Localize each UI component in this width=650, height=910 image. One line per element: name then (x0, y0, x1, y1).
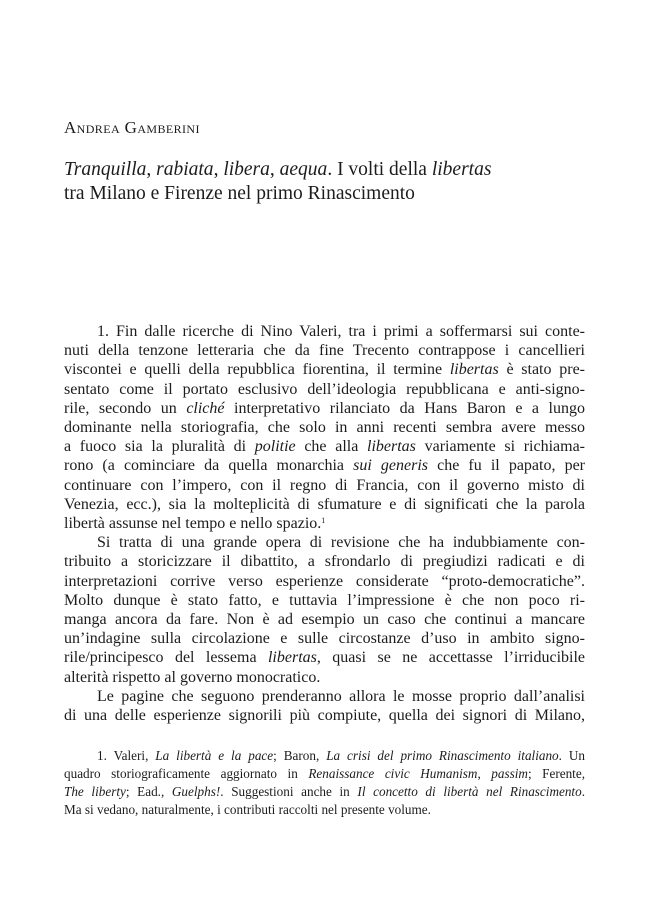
text-run: un’indagine sulla circolazione e sulle circostanze d’uso in ambito signo- (64, 630, 585, 648)
text-line (64, 610, 585, 629)
footnote (64, 747, 585, 819)
text-run: rono (a cominciare da quella monarchia (64, 457, 354, 475)
text-line (64, 399, 585, 418)
text-run: 1. Fin dalle ricerche di Nino Valeri, tra i primi a soffermarsi sui conte- (97, 323, 585, 340)
text-line (64, 706, 585, 725)
italic-text: libertas (449, 361, 499, 379)
italic-text: sui generis (353, 457, 429, 475)
text-line (64, 360, 585, 379)
text-run: variamente si richiama- (415, 438, 586, 456)
italic-text: passim (491, 766, 528, 781)
article-title (64, 158, 604, 206)
text-run: interpretazioni corrive verso esperienze considerate “proto-democratiche”. (64, 572, 585, 590)
text-line (64, 629, 585, 648)
text-line (64, 533, 585, 552)
text-run: Venezia, ecc.), sia la molteplicità di sfumature e di significati che la parola (64, 495, 585, 513)
text-line (64, 591, 585, 610)
footnote-line (64, 783, 585, 801)
italic-text: libertas (367, 438, 416, 456)
text-run: tra Milano e Firenze nel primo Rinascimento (64, 183, 415, 204)
italic-text: The liberty (64, 784, 126, 799)
italic-text: La crisi del primo Rinascimento italiano (326, 748, 559, 763)
text-run: . Un (558, 748, 586, 763)
text-run: alterità rispetto al governo monocratico. (64, 668, 321, 686)
text-line (64, 668, 585, 687)
text-run: nuti della tenzone letteraria che da fine Trecento contrappose i cancellieri (64, 342, 585, 360)
text-line (64, 687, 585, 706)
text-line (64, 495, 585, 514)
text-run: . (581, 784, 585, 799)
text-run: ; Ead., (125, 784, 172, 799)
italic-text: rabiata (156, 159, 214, 180)
text-line (64, 341, 585, 360)
text-line (64, 572, 585, 591)
text-run: . Suggestioni anche in (220, 784, 358, 799)
text-run: interpretativo rilanciato da Hans Baron e a lungo (224, 399, 585, 417)
text-line (64, 380, 585, 399)
italic-text: Tranquilla (64, 159, 147, 180)
footnote-line (64, 801, 585, 819)
text-run: rile, secondo un (64, 399, 187, 417)
text-run: manga ancora da fare. Non è ad esempio un caso che continui a mancare (64, 611, 585, 629)
text-line (64, 514, 585, 533)
text-run: quadro storiograficamente aggiornato in (64, 766, 309, 781)
title-line-2 (64, 182, 604, 206)
text-run: è stato pre- (498, 361, 586, 379)
text-run: , (477, 766, 492, 781)
paragraph (64, 322, 585, 533)
italic-text: Renaissance civic Humanism (308, 766, 478, 781)
text-run: viscontei e quelli della repubblica fiorentina, il termine (64, 361, 450, 379)
footnote-line (64, 765, 585, 783)
footnote-line (64, 747, 585, 765)
text-run: di una delle esperienze signorili più compiute, quella dei signori di Milano, (64, 707, 585, 725)
text-run: che fu il papato, per (428, 457, 586, 475)
text-run: , quasi se ne accettasse l’irriducibile (316, 649, 585, 667)
title-line-1 (64, 158, 604, 182)
italic-text: La libertà e la pace (155, 748, 274, 763)
text-line (64, 476, 585, 495)
text-run: , (213, 159, 224, 180)
text-line (64, 418, 585, 437)
text-run: sentato come il portato esclusivo dell’ideologia repubblicana e anti-signo- (64, 380, 585, 398)
text-run: continuare con l’impero, con il regno di Francia, con il governo misto di (64, 476, 585, 494)
text-run: libertà assunse nel tempo e nello spazio. (64, 515, 322, 533)
text-line (64, 322, 585, 341)
body-text (64, 322, 585, 725)
text-run: Ma si vedano, naturalmente, i contributi raccolti nel presente volume. (64, 802, 431, 817)
italic-text: libertas (431, 159, 492, 180)
italic-text: aequa (279, 159, 328, 180)
text-run: che alla (295, 438, 368, 456)
text-run: Molto dunque è stato fatto, e tuttavia l’impressione è che non poco ri- (64, 591, 585, 609)
text-run: . I volti della (327, 159, 432, 180)
text-run: rile/principesco del lessema (64, 649, 268, 667)
text-line (64, 456, 585, 475)
text-run: dominante nella storiografia, che solo in anni recenti sembra avere messo (64, 419, 585, 437)
text-run: , (269, 159, 280, 180)
text-run: tribuito a storicizzare il dibattito, a sfrondarlo di pregiudizi radicati e di (64, 553, 585, 571)
italic-text: Il concetto di libertà nel Rinascimento (357, 784, 582, 799)
italic-text: libera (223, 159, 270, 180)
text-run: a fuoco sia la pluralità di (64, 438, 255, 456)
text-run: Si tratta di una grande opera di revisione che ha indubbiamente con- (97, 534, 585, 552)
italic-text: libertas (267, 649, 317, 667)
text-line (64, 552, 585, 571)
paragraph (64, 687, 585, 725)
footnote-ref: 1 (321, 516, 326, 526)
text-run: ; Baron, (273, 748, 327, 763)
text-run: Le pagine che seguono prenderanno allora le mosse proprio dall’analisi (97, 687, 585, 705)
text-run: 1. Valeri, (97, 748, 156, 763)
author-name: Andrea Gamberini (64, 118, 200, 137)
italic-text: cliché (186, 399, 225, 417)
paragraph (64, 533, 585, 687)
text-run: ; Ferente, (527, 766, 585, 781)
text-line (64, 437, 585, 456)
text-run: , (146, 159, 157, 180)
italic-text: Guelphs! (171, 784, 221, 799)
italic-text: politie (254, 438, 296, 456)
text-line (64, 648, 585, 667)
